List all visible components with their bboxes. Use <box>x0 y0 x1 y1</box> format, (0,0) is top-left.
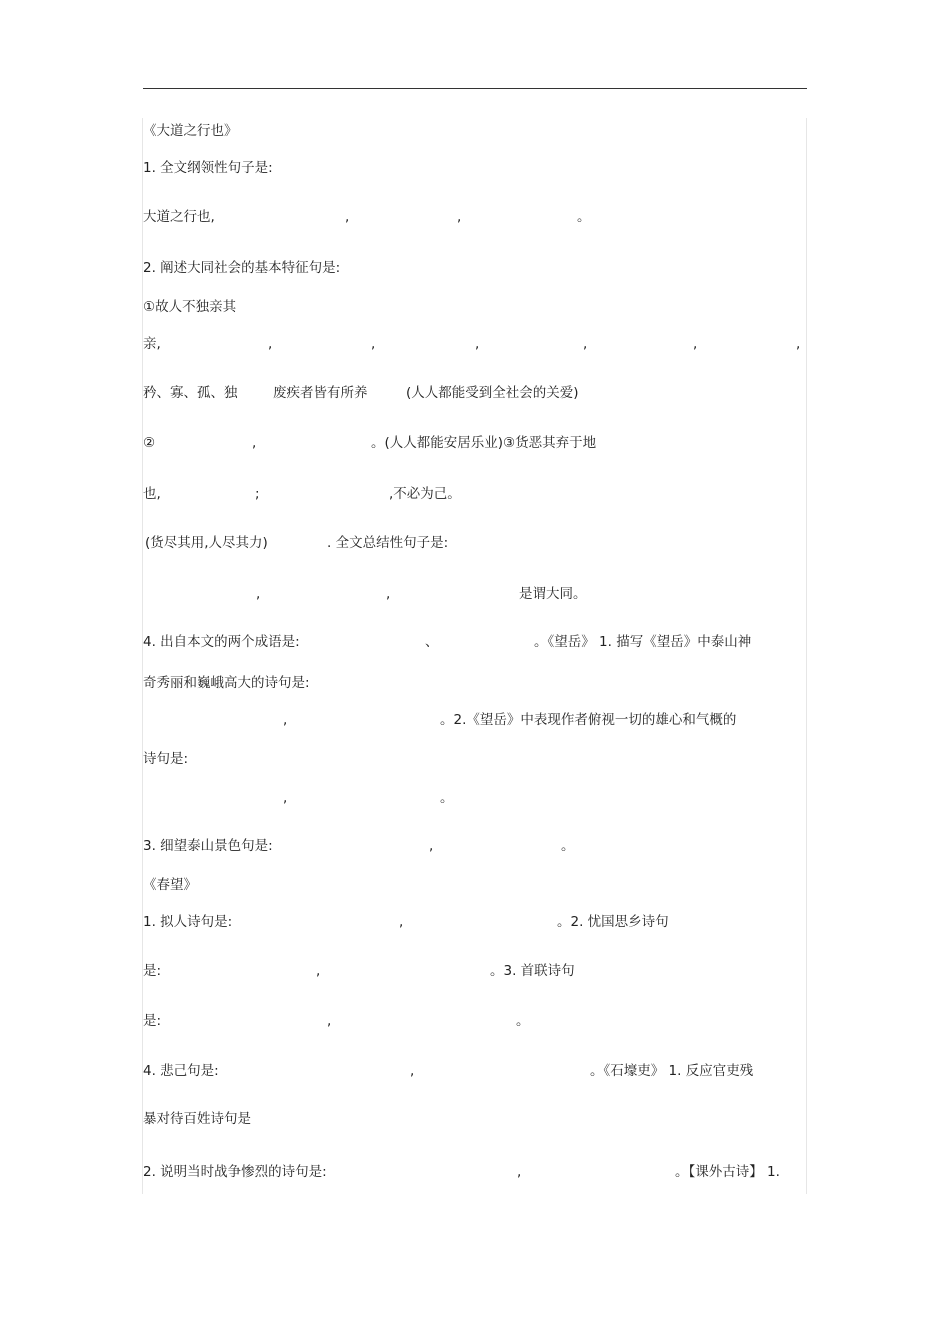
punctuation: , <box>268 336 273 352</box>
punctuation: , <box>457 209 462 225</box>
punctuation: 。 <box>577 209 591 225</box>
answer-line: 。(人人都能安居乐业)③货恶其弃于地 <box>371 435 597 451</box>
answer-line: ,不必为己。 <box>389 486 461 502</box>
question-text: 是: <box>143 1013 162 1029</box>
section-title: 《大道之行也》 <box>143 123 238 139</box>
punctuation: , <box>371 336 376 352</box>
question-text: 。《石壕吏》 1. 反应官吏残 <box>590 1063 754 1079</box>
question-text: 。【课外古诗】 1. <box>675 1164 780 1180</box>
punctuation: 。 <box>440 790 454 806</box>
question-text: 3. 细望泰山景色句是: <box>143 838 273 854</box>
question-text: 诗句是: <box>143 751 189 767</box>
punctuation: , <box>283 712 288 728</box>
question-text: 。2.《望岳》中表现作者俯视一切的雄心和气概的 <box>440 712 737 728</box>
answer-line: 亲, <box>143 336 161 352</box>
punctuation: , <box>283 790 288 806</box>
punctuation: , <box>517 1164 522 1180</box>
punctuation: , <box>583 336 588 352</box>
question-text: 奇秀丽和巍峨高大的诗句是: <box>143 675 310 691</box>
punctuation: 、 <box>425 634 439 650</box>
question-text: 4. 出自本文的两个成语是: <box>143 634 300 650</box>
question-text: 4. 悲己句是: <box>143 1063 219 1079</box>
annotation: (货尽其用,人尽其力) <box>145 535 268 551</box>
punctuation: , <box>429 838 434 854</box>
question-text: 暴对待百姓诗句是 <box>143 1111 251 1127</box>
punctuation: , <box>796 336 801 352</box>
punctuation: , <box>345 209 350 225</box>
question-text: 1. 拟人诗句是: <box>143 914 233 930</box>
answer-line: ② <box>143 435 156 451</box>
punctuation: , <box>410 1063 415 1079</box>
answer-line: ①故人不独亲其 <box>143 299 237 315</box>
question-text: 2. 阐述大同社会的基本特征句是: <box>143 260 341 276</box>
punctuation: , <box>252 435 257 451</box>
question-text: 。《望岳》 1. 描写《望岳》中泰山神 <box>534 634 752 650</box>
punctuation: , <box>475 336 480 352</box>
answer-line: 是谓大同。 <box>519 586 587 602</box>
punctuation: , <box>399 914 404 930</box>
punctuation: , <box>693 336 698 352</box>
annotation: (人人都能受到全社会的关爱) <box>406 385 579 401</box>
answer-line: 也, <box>143 486 161 502</box>
punctuation: ; <box>255 486 260 502</box>
question-text: 1. 全文纲领性句子是: <box>143 160 273 176</box>
answer-line: 大道之行也, <box>143 209 215 225</box>
answer-line: 矜、寡、孤、独 <box>143 385 238 401</box>
answer-line: 废疾者皆有所养 <box>273 385 368 401</box>
punctuation: 。 <box>516 1013 530 1029</box>
punctuation: , <box>256 586 261 602</box>
punctuation: , <box>386 586 391 602</box>
section-title: 《春望》 <box>143 877 197 893</box>
question-text: . 全文总结性句子是: <box>327 535 449 551</box>
question-text: 是: <box>143 963 162 979</box>
punctuation: , <box>316 963 321 979</box>
question-text: 2. 说明当时战争惨烈的诗句是: <box>143 1164 327 1180</box>
question-text: 。2. 忧国思乡诗句 <box>557 914 669 930</box>
left-margin-line <box>142 118 143 1194</box>
header-rule <box>143 88 807 89</box>
question-text: 。3. 首联诗句 <box>490 963 575 979</box>
punctuation: 。 <box>561 838 575 854</box>
punctuation: , <box>327 1013 332 1029</box>
right-margin-line <box>806 118 807 1194</box>
